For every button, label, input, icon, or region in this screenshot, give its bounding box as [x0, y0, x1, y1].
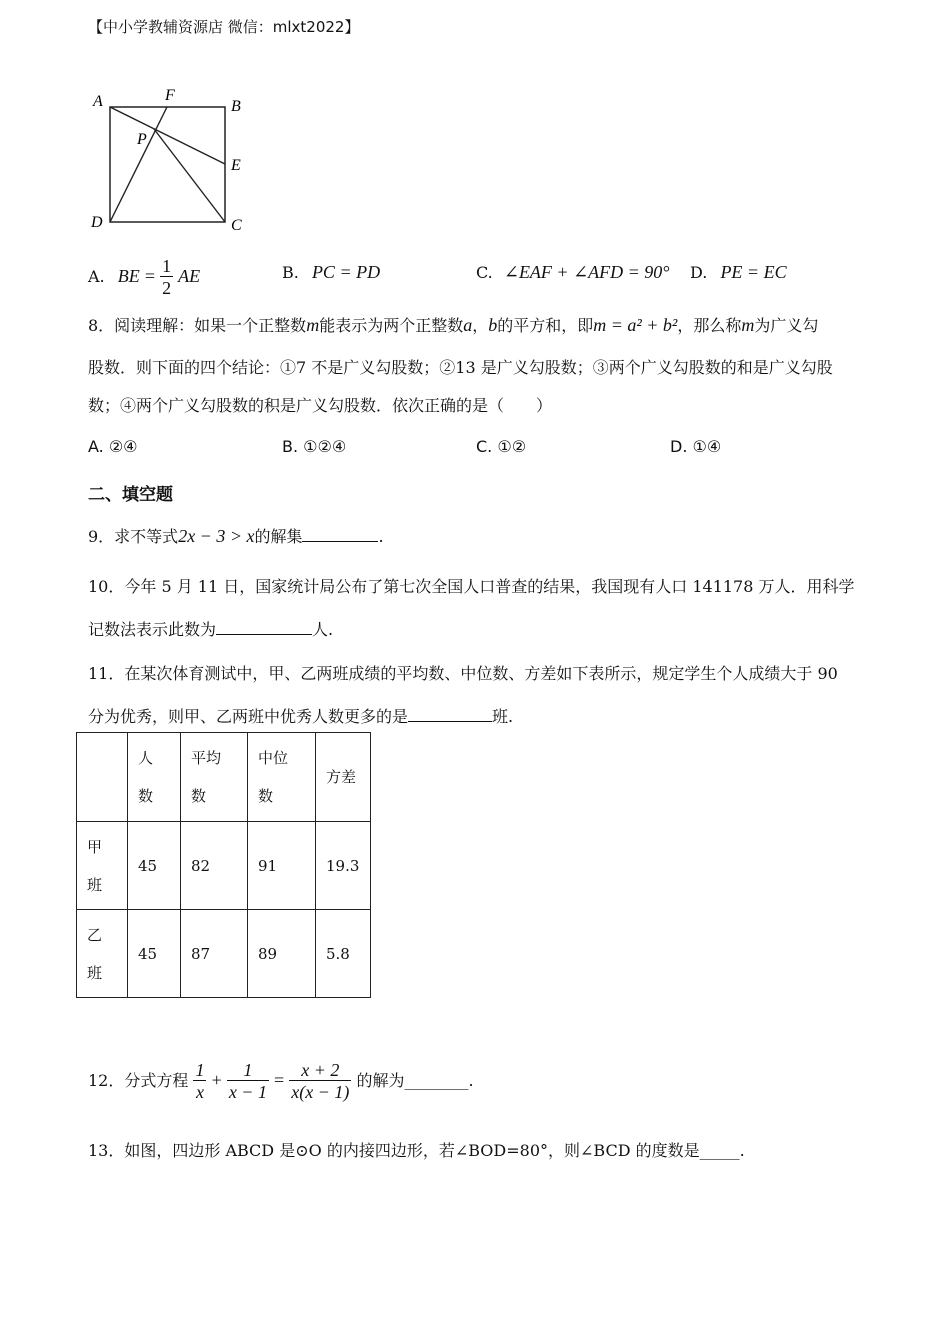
q11-line1: 11．在某次体育测试中，甲、乙两班成绩的平均数、中位数、方差如下表所示，规定学生个人成绩大于 90	[88, 664, 838, 683]
q8-text-d: ，那么称	[677, 316, 742, 335]
q8-text-b: 能表示为两个正整数	[319, 316, 464, 335]
q12-text-post: 的解为	[356, 1071, 405, 1090]
table-cell-class: 乙 班	[77, 910, 128, 998]
q8-text-e: 为广义勾	[754, 316, 819, 335]
q8-line1	[88, 313, 818, 336]
q7-a-rhs: AE	[178, 266, 201, 286]
label-e: E	[231, 157, 241, 174]
q9-inequality: 2x − 3 > x	[178, 526, 255, 546]
q7-option-d	[690, 262, 787, 283]
label-a: A	[93, 93, 103, 110]
q8-line3: 数；④两个广义勾股数的积是广义勾股数．依次正确的是（ ）	[88, 396, 553, 415]
q12-end: .	[468, 1071, 474, 1090]
q7-d-expr: PE = EC	[720, 262, 787, 282]
q8-option-c: C. ①②	[476, 437, 527, 456]
table-header-cell	[77, 733, 128, 822]
q7-b-expr: PC = PD	[311, 262, 381, 282]
q8-var-a: a	[463, 315, 473, 335]
q7-option-a	[88, 256, 200, 299]
table-cell: 82	[181, 822, 248, 910]
q8-option-d: D. ①④	[670, 437, 722, 456]
q7-a-eq: =	[144, 266, 155, 286]
table-cell: 87	[181, 910, 248, 998]
q12-fraction-2: $\frac{1}{x - 1}$	[228, 1060, 267, 1102]
geometry-figure	[85, 82, 255, 237]
q12-plus: +	[211, 1070, 222, 1090]
q11-blank	[408, 707, 492, 722]
table-cell: 19.3	[316, 822, 371, 910]
square-abcd	[110, 107, 225, 222]
q7-a-num: 1	[162, 256, 172, 276]
q9	[88, 524, 384, 547]
q9-blank	[302, 527, 378, 542]
q8-option-b: B. ①②④	[282, 437, 347, 456]
label-b: B	[231, 98, 241, 115]
q7-option-b	[282, 262, 380, 283]
stats-table	[76, 732, 371, 998]
q8-var-m: m	[306, 315, 320, 335]
table-cell-class: 甲 班	[77, 822, 128, 910]
q7-a-lhs: BE	[117, 266, 140, 286]
q8-formula: m = a² + b²	[593, 315, 678, 335]
table-cell: 89	[248, 910, 316, 998]
section-title: 二、填空题	[88, 485, 173, 505]
segment-df	[110, 107, 167, 222]
q10-line2	[88, 617, 333, 640]
table-header-row	[77, 733, 371, 822]
q7-option-d-letter: D.	[690, 263, 708, 282]
q8-text-c: 的平方和，即	[497, 316, 594, 335]
q8-var-b: b	[488, 315, 498, 335]
q7-a-fraction	[160, 256, 173, 299]
page-header: 【中小学教辅资源店 微信：mlxt2022】	[88, 18, 360, 36]
table-row	[77, 910, 371, 998]
label-p: P	[137, 131, 147, 148]
segment-pc	[154, 129, 225, 222]
table-header-cell: 方差	[316, 733, 371, 822]
q7-option-c-letter: C.	[476, 263, 493, 282]
q7-c-expr: ∠EAF + ∠AFD = 90°	[503, 262, 670, 282]
q9-text: 9．求不等式	[88, 527, 179, 546]
q13: 13．如图，四边形 ABCD 是⊙O 的内接四边形，若∠BOD=80°，则∠BCD 的度数是_____.	[88, 1141, 745, 1160]
q8-comma: ，	[472, 316, 489, 335]
q12-text: 12．分式方程	[88, 1071, 189, 1090]
q8-line2: 股数．则下面的四个结论：①7 不是广义勾股数；②13 是广义勾股数；③两个广义勾股数的和是广义勾股	[88, 358, 833, 377]
q11-text-post: 班.	[492, 707, 514, 726]
label-f: F	[165, 87, 175, 104]
table-cell: 91	[248, 822, 316, 910]
q8-var-m2: m	[741, 315, 755, 335]
label-c: C	[231, 217, 242, 234]
table-cell: 45	[128, 822, 181, 910]
q12-blank: ________	[404, 1071, 469, 1090]
label-d: D	[91, 214, 103, 231]
q11-text: 分为优秀，则甲、乙两班中优秀人数更多的是	[88, 707, 409, 726]
table-header-cell: 平均 数	[181, 733, 248, 822]
q12-fraction-1: $\frac{1}{x}$	[195, 1060, 205, 1102]
q11-line2	[88, 704, 513, 727]
q12	[88, 1060, 474, 1103]
q7-a-den: 2	[162, 278, 172, 298]
q10-line1: 10．今年 5 月 11 日，国家统计局公布了第七次全国人口普查的结果，我国现有人口 141178 万人．用科学	[88, 577, 855, 596]
q7-option-c	[476, 262, 670, 283]
q7-option-a-letter: A.	[88, 267, 105, 286]
q10-blank	[216, 620, 312, 635]
q8-option-a: A. ②④	[88, 437, 138, 456]
q7-option-b-letter: B.	[282, 263, 299, 282]
table-cell: 5.8	[316, 910, 371, 998]
table-header-cell: 中位 数	[248, 733, 316, 822]
q9-end: .	[378, 527, 384, 546]
q12-equals: =	[274, 1070, 285, 1090]
q10-text: 记数法表示此数为	[88, 620, 217, 639]
q9-text-post: 的解集	[254, 527, 303, 546]
segment-ae	[110, 107, 225, 164]
table-header-cell: 人 数	[128, 733, 181, 822]
q12-fraction-3: $\frac{x + 2}{x(x - 1)}$	[291, 1060, 350, 1102]
table-cell: 45	[128, 910, 181, 998]
table-row	[77, 822, 371, 910]
q8-text-a: 8．阅读理解：如果一个正整数	[88, 316, 307, 335]
q10-text-post: 人.	[312, 620, 334, 639]
